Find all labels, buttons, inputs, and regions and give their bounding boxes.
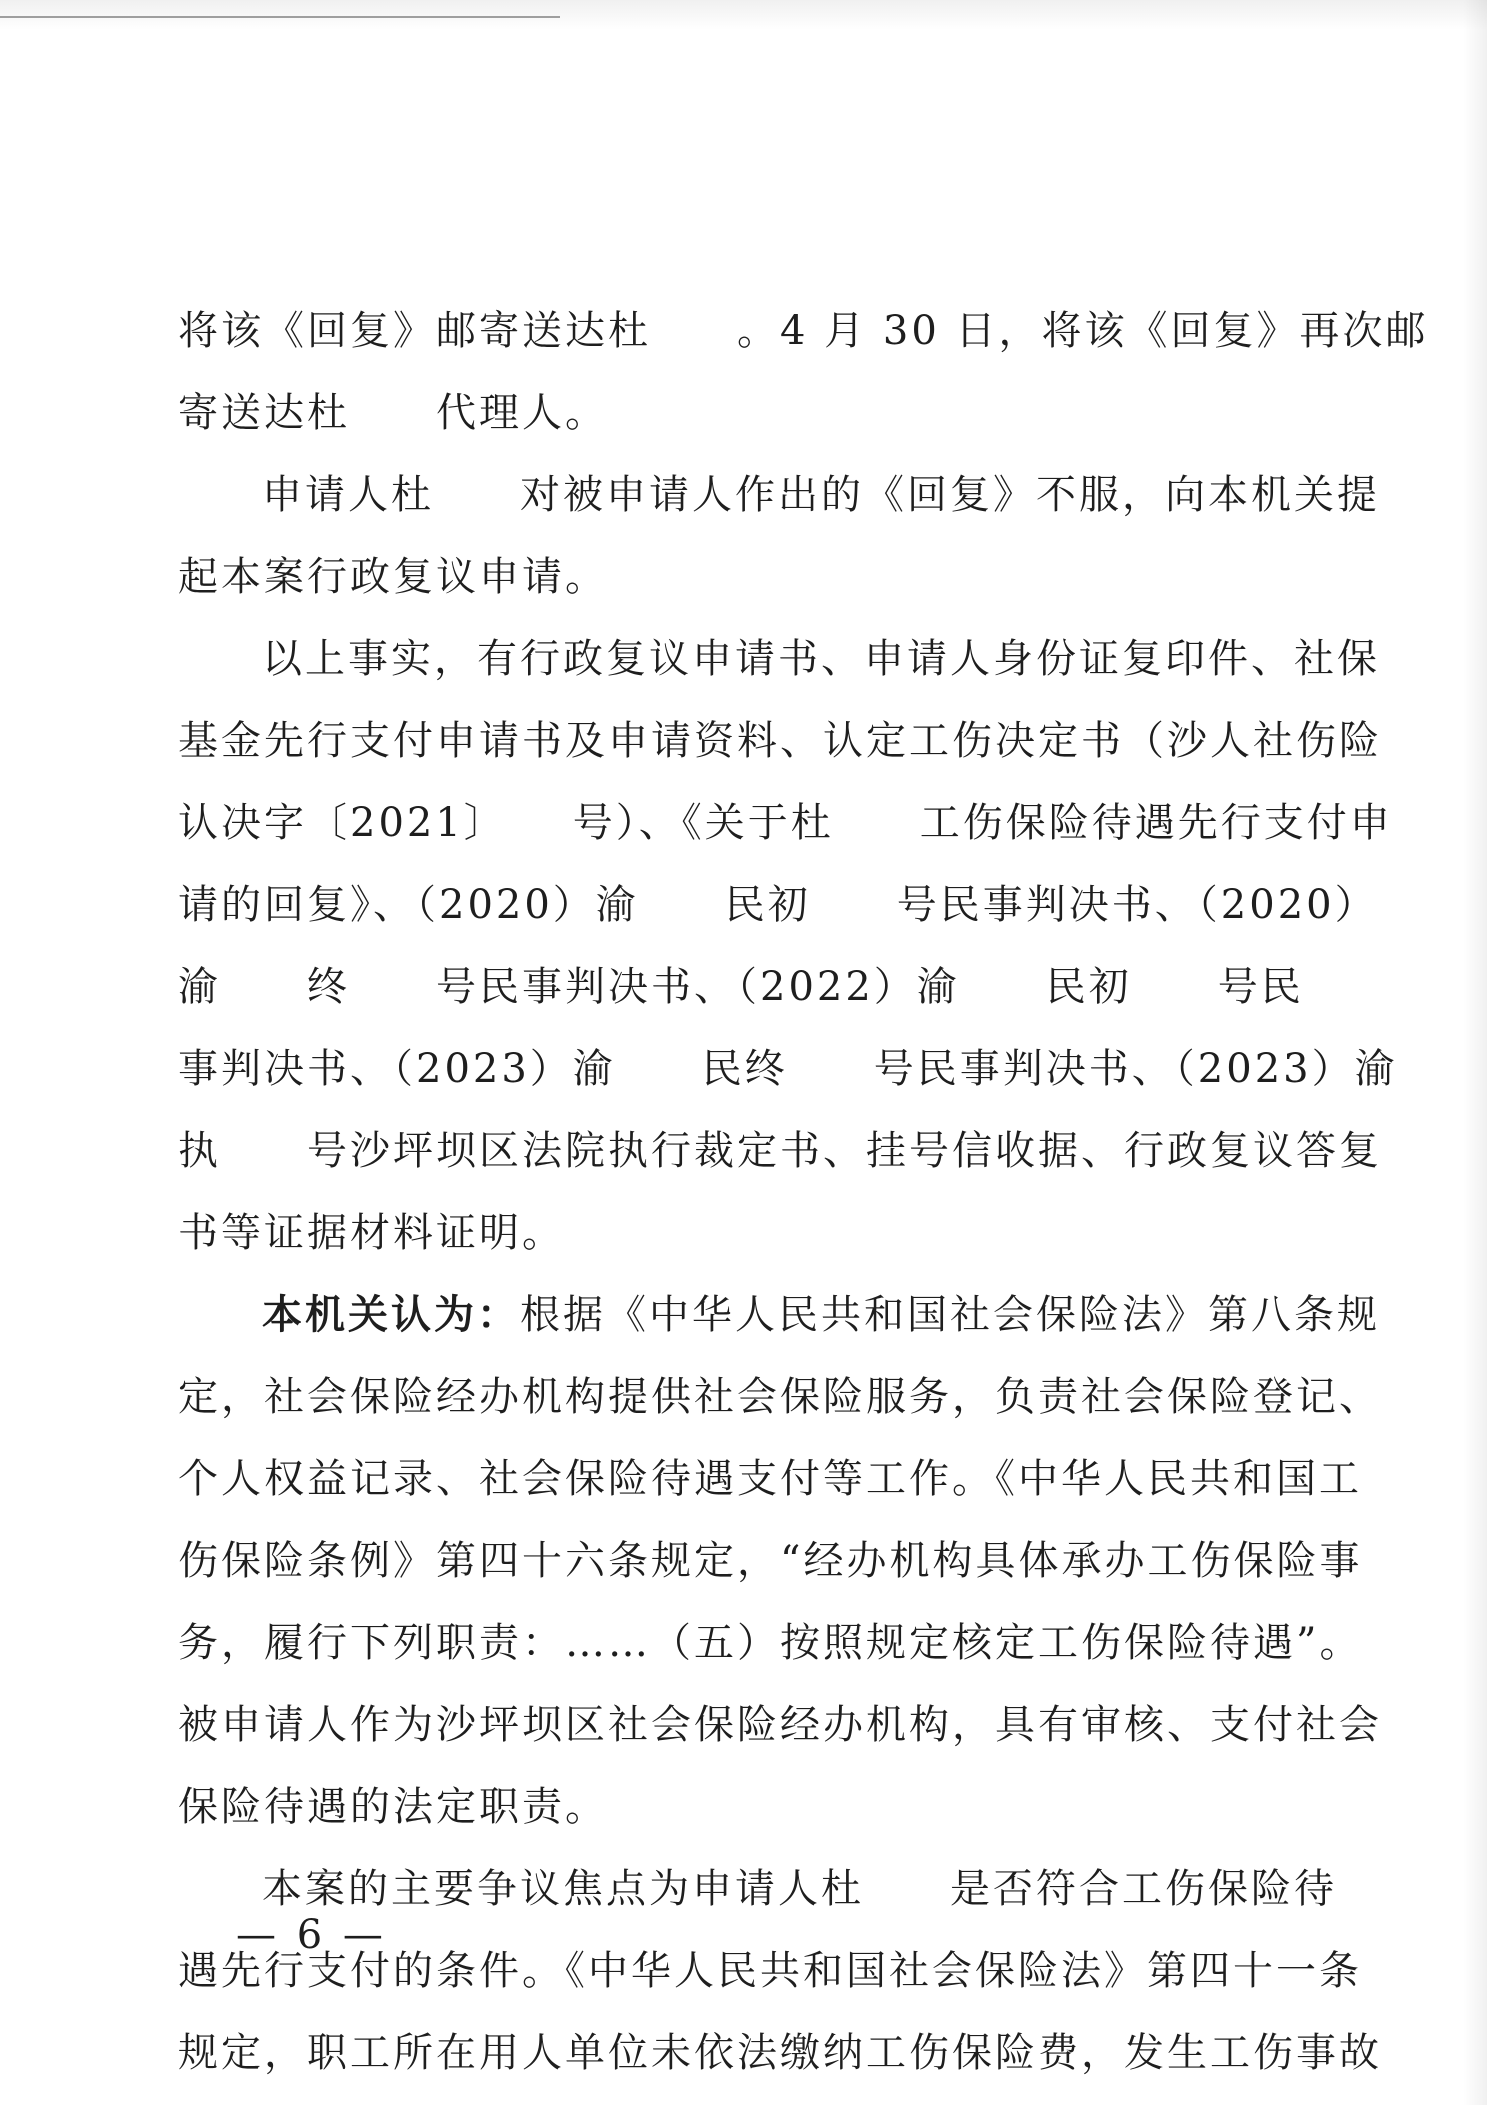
line-text: 执 号沙坪坝区法院执行裁定书、挂号信收据、行政复议答复	[178, 1128, 1382, 1174]
line-text: 规定，职工所在用人单位未依法缴纳工伤保险费，发生工伤事故	[178, 2030, 1382, 2076]
text-line	[178, 946, 1304, 1028]
line-text: 个人权益记录、社会保险待遇支付等工作。《中华人民共和国工	[178, 1456, 1362, 1502]
text-line	[178, 536, 1288, 618]
text-line	[178, 864, 1378, 946]
line-text: 遇先行支付的条件。《中华人民共和国社会保险法》第四十一条	[178, 1948, 1362, 1994]
scan-artifact-line	[0, 16, 560, 18]
line-text: 认决字〔2021〕 号）、《关于杜 工伤保险待遇先行支付申	[178, 800, 1393, 846]
document-body	[178, 290, 1429, 2094]
text-line	[178, 1520, 1363, 1602]
scan-shadow-top	[0, 0, 1487, 30]
line-text: 起本案行政复议申请。	[178, 554, 608, 600]
text-line	[178, 1356, 1382, 1438]
line-text: 将该《回复》邮寄送达杜 。4 月 30 日，将该《回复》再次邮	[178, 308, 1429, 354]
line-text: 务，履行下列职责：……（五）按照规定核定工伤保险待遇”。	[178, 1620, 1363, 1666]
text-line	[178, 2012, 1382, 2094]
line-text: 请的回复》、（2020）渝 民初 号民事判决书、（2020）	[178, 882, 1378, 928]
line-text: 被申请人作为沙坪坝区社会保险经办机构，具有审核、支付社会	[178, 1702, 1382, 1748]
text-line	[178, 1766, 1288, 1848]
line-text: 渝 终 号民事判决书、（2022）渝 民初 号民	[178, 964, 1304, 1010]
text-line	[178, 1192, 1288, 1274]
scan-shadow-right	[1463, 0, 1487, 2105]
text-line	[178, 290, 1429, 372]
line-text: 根据《中华人民共和国社会保险法》第八条规	[520, 1292, 1380, 1338]
line-text: 保险待遇的法定职责。	[178, 1784, 608, 1830]
text-line	[178, 1110, 1382, 1192]
line-text: 定，社会保险经办机构提供社会保险服务，负责社会保险登记、	[178, 1374, 1382, 1420]
text-line	[178, 1438, 1362, 1520]
line-text: 以上事实，有行政复议申请书、申请人身份证复印件、社保	[262, 636, 1380, 682]
text-line	[178, 782, 1393, 864]
paragraph-start-line	[178, 618, 1380, 700]
text-line	[178, 1684, 1382, 1766]
text-line	[178, 700, 1382, 782]
line-text: 事判决书、（2023）渝 民终 号民事判决书、（2023）渝	[178, 1046, 1398, 1092]
paragraph-start-line	[178, 1274, 1380, 1356]
line-text: 本案的主要争议焦点为申请人杜 是否符合工伤保险待	[262, 1866, 1337, 1912]
text-line	[178, 372, 1288, 454]
text-line	[178, 1028, 1398, 1110]
line-text: 书等证据材料证明。	[178, 1210, 565, 1256]
page-number: — 6 —	[236, 1912, 387, 1958]
text-line	[178, 1602, 1363, 1684]
line-text: 申请人杜 对被申请人作出的《回复》不服，向本机关提	[262, 472, 1380, 518]
line-text: 基金先行支付申请书及申请资料、认定工伤决定书（沙人社伤险	[178, 718, 1382, 764]
bold-lead: 本机关认为：	[262, 1292, 520, 1338]
line-text: 寄送达杜 代理人。	[178, 390, 608, 436]
line-text: 伤保险条例》第四十六条规定，“经办机构具体承办工伤保险事	[178, 1538, 1363, 1584]
paragraph-start-line	[178, 454, 1380, 536]
